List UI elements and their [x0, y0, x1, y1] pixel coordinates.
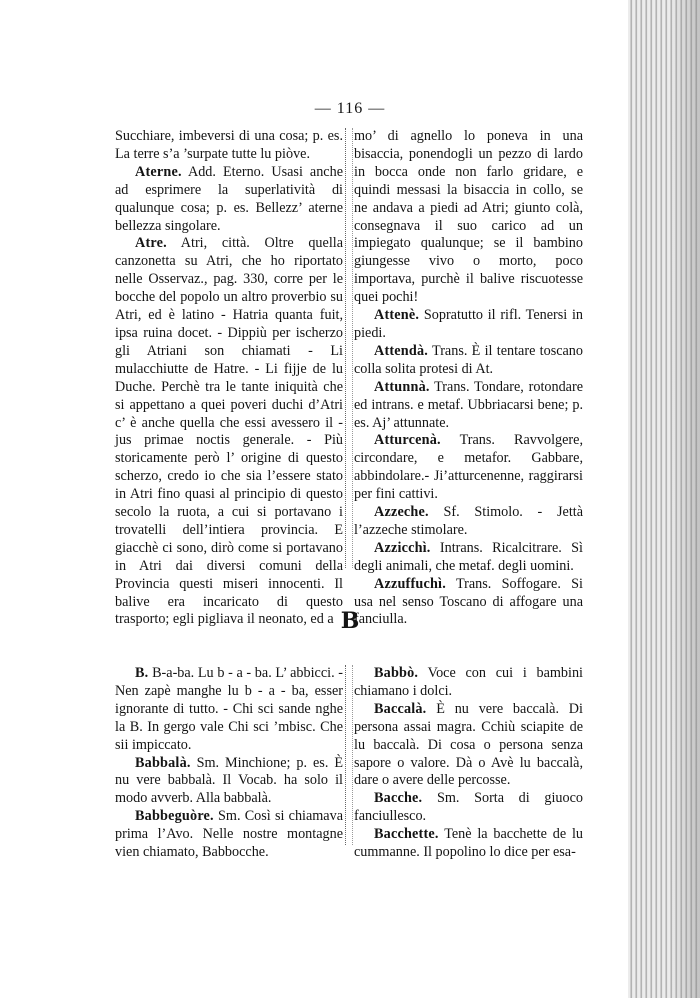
headword: Babbeguòre. — [135, 808, 214, 825]
entry-attenda — [354, 343, 583, 379]
headword: Babbalà. — [135, 754, 191, 771]
headword: Bacchette. — [374, 826, 439, 843]
definition: Sm. Sorta di giuoco fanciullesco. — [354, 790, 583, 825]
headword: Azzicchì. — [374, 539, 431, 556]
definition: Tenè la bacchette de lu cummanne. Il popolino lo dice per esa- — [354, 826, 583, 861]
entry-azzicchi — [354, 540, 583, 576]
headword: Bacche. — [374, 790, 423, 807]
headword: Attunnà. — [374, 378, 430, 395]
entry-aterne — [115, 164, 343, 236]
headword: B. — [135, 665, 149, 681]
headword: Attendà. — [374, 342, 429, 359]
definition: Intrans. Ricalcitrare. Sì degli animali, che metaf. degli uomini. — [354, 539, 583, 574]
entry-bacchette — [354, 826, 583, 862]
entry-b — [115, 665, 343, 755]
headword: Babbò. — [374, 665, 419, 681]
headword: Atturcenà. — [374, 432, 441, 449]
entry-bacche — [354, 790, 583, 826]
column-top-left — [115, 128, 343, 629]
definition: Sm. Così si chiamava prima l’Avo. Nelle nostre montagne vien chiamato, Babbocche. — [115, 808, 343, 861]
headword: Attenè. — [374, 307, 420, 324]
definition: È nu vere baccalà. Di persona assai magra. Cchiù sciapite de lu baccalà. Di cosa o persona senza sapore o valore. Dà o Avè lu baccalà, dare o avere delle percosse. — [354, 700, 583, 789]
entry-atre — [115, 235, 343, 629]
column-bottom-right — [354, 665, 583, 862]
headword: Azzeche. — [374, 504, 429, 521]
column-top-right — [354, 128, 583, 629]
headword: Baccalà. — [374, 700, 427, 717]
definition: Sf. Stimolo. - Jettà l’azzeche stimolare. — [354, 504, 583, 538]
entry-attene — [354, 307, 583, 343]
entry-attunna — [354, 379, 583, 433]
headword: Azzuffuchì. — [374, 575, 446, 592]
definition: Trans. Soffogare. Si usa nel senso Toscano di affogare una fanciulla. — [354, 575, 583, 628]
entry-baccala — [354, 701, 583, 791]
definition: Sm. Minchione; p. es. È nu vere babbalà. Il Vocab. ha solo il modo avverb. Alla babbalà. — [115, 754, 343, 807]
definition: Trans. Tondare, rotondare ed intrans. e metaf. Ubbriacarsi bene; p. es. Aj’ attunnate. — [354, 378, 583, 431]
headword: Aterne. — [135, 163, 182, 180]
definition: Trans. È il tentare toscano colla solita protesi di At. — [354, 342, 583, 377]
paragraph-continuation: Succhiare, imbeversi di una cosa; p. es. La terre s’a ’surpate tutte lu piòve. — [115, 128, 343, 162]
paragraph-continuation: mo’ di agnello lo poneva in una bisaccia, ponendogli un pezzo di lardo in bocca onde non farlo gridare, e quindi messasi la bisaccia in collo, se ne andava a piedi ad Atri; giunto colà, consegnava il suo carico ad un impiegato qualunque; se il bambino giungesse vivo o morto, poco importava, purchè il balive riscuotesse quei pochi! — [354, 128, 583, 306]
definition: Add. Eterno. Usasi anche ad esprimere la superlatività di qualunque cosa; p. es. Bellezz’ aterne bellezza singolare. — [115, 163, 343, 234]
column-divider — [345, 665, 353, 845]
definition: Voce con cui i bambini chiamano i dolci. — [354, 665, 583, 699]
entry-atturcena — [354, 432, 583, 504]
column-bottom-left — [115, 665, 343, 862]
entry-babbala — [115, 755, 343, 809]
entry-babbeguore — [115, 808, 343, 862]
definition: Trans. Ravvolgere, circondare, e metafor. Gabbare, abbindolare.- Ji’atturcenenne, raggirarsi per fini cattivi. — [354, 432, 583, 503]
section-letter: B — [340, 608, 360, 634]
headword: Atre. — [135, 235, 167, 252]
scanned-page-edge — [628, 0, 700, 998]
entry-azzeche — [354, 504, 583, 540]
entry-babbo — [354, 665, 583, 701]
definition: Atri, città. Oltre quella canzonetta su Atri, che ho riportato nelle Osservaz., pag. 330, corre per le bocche del popolo un altro proverbio su Atri, ed è latino - Hatria quanta fuit, ipsa ruina docet. - Dippiù per ischerzo gli Atriani son chiamati - Li mulacchiutte de Hatre. - Li fijje de lu Duche. Perchè tra le tante iniquità che si appettano a quei poveri duchi d’Atri c’ è anche quella che essi avessero il - jus primae noctis generale. - Più storicamente però l’ origine di questo scherzo, credo io che sia l’essere stato in Atri fino quasi al principio di questo secolo la ruota, a cui si portavano i trovatelli dell’intiera provincia. E giacchè ci sono, dirò come si portavano in Atri dai diversi comuni della Provincia questi miseri innocenti. Il balive era incaricato di questo trasporto; egli pigliava il neonato, ed a — [115, 235, 343, 628]
page-number: — 116 — — [314, 100, 386, 117]
column-divider — [345, 128, 353, 568]
definition: Sopratutto il rifl. Tenersi in piedi. — [354, 307, 583, 341]
definition: B-a-ba. Lu b - a - ba. L’ abbicci. - Nen zapè manghe lu b - a - ba, esser ignorante di tutto. - Chi sci sande nghe la B. In gergo vale Chi sci ’mbisc. Che sii impiccato. — [115, 665, 343, 753]
